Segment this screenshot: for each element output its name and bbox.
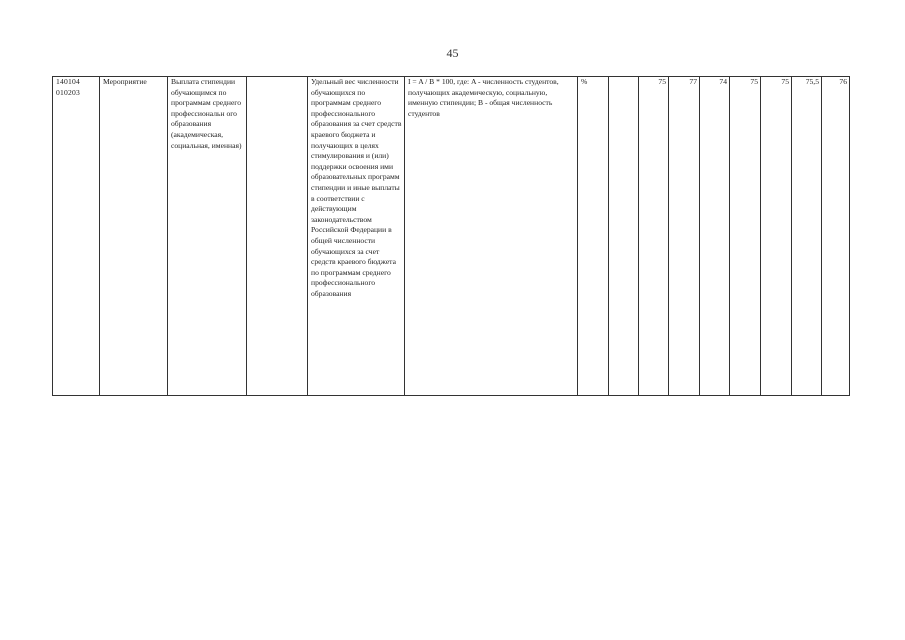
unit-cell: %: [578, 77, 609, 396]
value-cell: 75: [639, 77, 669, 396]
type-cell: Мероприятие: [100, 77, 168, 396]
indicators-table: [52, 76, 850, 396]
value-cell: 77: [669, 77, 700, 396]
table-row: [53, 77, 850, 396]
value-cell: 76: [822, 77, 850, 396]
name-cell: Выплата стипендии обучающимся по программам среднего профессиональн ого образования (академическая, социальная, именная): [168, 77, 247, 396]
value-cell: 75: [730, 77, 761, 396]
empty-cell: [247, 77, 308, 396]
value-cell: 74: [700, 77, 730, 396]
code-line-2: 010203: [56, 87, 80, 97]
value-cell: 75: [761, 77, 792, 396]
page-number: 45: [446, 46, 459, 60]
value-cell: 75,5: [792, 77, 822, 396]
code-cell: [53, 77, 100, 396]
formula-cell: I = A / B * 100, где: A - численность студентов, получающих академическую, социальную, именную стипендии; B - общая численность студентов: [405, 77, 578, 396]
code-line-1: 140104: [56, 77, 80, 86]
indicator-cell: Удельный вес численности обучающихся по программам среднего профессионального образования за счет средств краевого бюджета и получающих в целях стимулирования и (или) поддержки освоения ими образовательных программ стипендии и иные выплаты в соответствии с действующим законодательством Российской Федерации в общей численности обучающихся за счет средств краевого бюджета по программам среднего профессионального образования: [308, 77, 405, 396]
empty-cell: [609, 77, 639, 396]
